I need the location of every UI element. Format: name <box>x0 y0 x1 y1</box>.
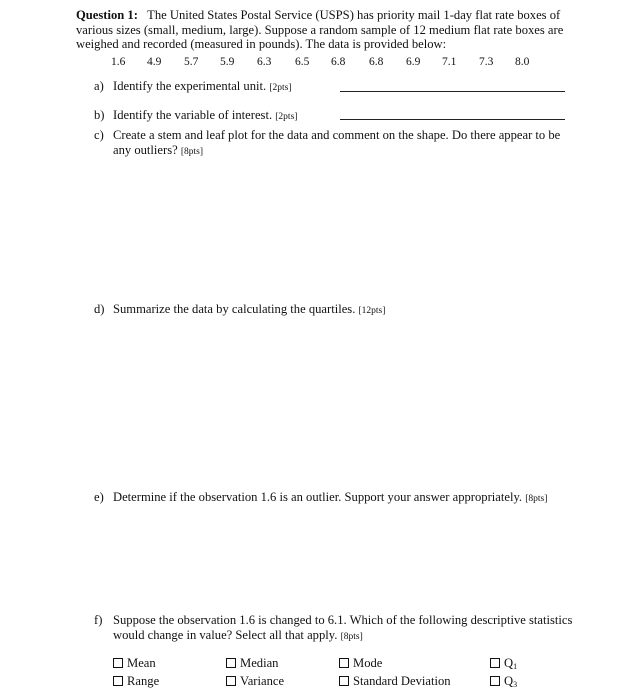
part-a <box>94 79 574 95</box>
data-value: 6.8 <box>331 56 346 68</box>
part-d-points: [12pts] <box>358 306 386 316</box>
part-b-letter: b) <box>94 108 105 122</box>
part-c-text-line2: any outliers? <box>113 142 178 157</box>
part-c-points: [8pts] <box>180 146 204 157</box>
option-range-label: Range <box>127 674 160 688</box>
median-checkbox[interactable] <box>226 658 236 668</box>
data-value: 5.7 <box>184 56 199 68</box>
data-values-row <box>107 56 547 70</box>
data-value: 6.9 <box>406 56 421 68</box>
option-mean-label: Mean <box>127 656 156 670</box>
option-median[interactable] <box>226 656 278 670</box>
part-f <box>94 613 584 645</box>
option-q3[interactable] <box>490 674 517 692</box>
part-b-answer-line[interactable] <box>340 119 565 120</box>
option-mode[interactable] <box>339 656 382 670</box>
data-value: 4.9 <box>147 56 162 68</box>
mode-checkbox[interactable] <box>339 658 349 668</box>
question-intro-text: The United States Postal Service (USPS) has priority mail 1-day flat rate boxes of various sizes (small, medium, large). Suppose a random sample of 12 medium flat rate boxes are weighed and recorded (measured in pounds). The data is provided below: <box>76 8 564 52</box>
part-b-points: [2pts] <box>275 112 298 122</box>
part-a-answer-line[interactable] <box>340 91 565 92</box>
q1-checkbox[interactable] <box>490 658 500 668</box>
part-d-letter: d) <box>94 302 105 316</box>
data-value: 6.8 <box>369 56 384 68</box>
question-intro <box>76 8 568 52</box>
part-a-text: Identify the experimental unit. <box>113 79 267 93</box>
data-value: 7.1 <box>442 56 457 68</box>
data-value: 7.3 <box>479 56 494 68</box>
mean-checkbox[interactable] <box>113 658 123 668</box>
option-standard-deviation[interactable] <box>339 674 451 688</box>
part-f-letter: f) <box>94 613 103 627</box>
part-f-text-line2: would change in value? Select all that apply. <box>113 627 338 642</box>
part-f-points: [8pts] <box>340 631 363 642</box>
part-d-text: Summarize the data by calculating the quartiles. <box>113 302 356 316</box>
part-b-text: Identify the variable of interest. <box>113 108 273 122</box>
option-q1-label: Q <box>504 656 514 670</box>
part-c-text-line1: Create a stem and leaf plot for the data and comment on the shape. Do there appear to be <box>113 128 561 142</box>
part-a-points: [2pts] <box>269 83 292 93</box>
part-e-text: Determine if the observation 1.6 is an outlier. Support your answer appropriately. <box>113 490 523 504</box>
option-standard-deviation-label: Standard Deviation <box>353 674 451 688</box>
data-value: 8.0 <box>515 56 530 68</box>
part-e-letter: e) <box>94 490 104 504</box>
part-a-letter: a) <box>94 79 104 93</box>
part-c <box>94 128 584 160</box>
option-mode-label: Mode <box>353 656 383 670</box>
option-variance-label: Variance <box>240 674 285 688</box>
variance-checkbox[interactable] <box>226 676 236 686</box>
data-value: 6.5 <box>295 56 310 68</box>
part-e-points: [8pts] <box>525 494 548 504</box>
option-q3-subscript: 3 <box>513 680 518 689</box>
part-f-text-line1: Suppose the observation 1.6 is changed to 6.1. Which of the following descriptive statistics <box>113 613 573 627</box>
option-q3-label: Q <box>504 674 514 688</box>
option-q1-subscript: 1 <box>513 662 518 671</box>
q3-checkbox[interactable] <box>490 676 500 686</box>
option-q1[interactable] <box>490 656 517 674</box>
option-mean[interactable] <box>113 656 156 670</box>
data-value: 6.3 <box>257 56 272 68</box>
part-d <box>94 302 574 318</box>
standard-deviation-checkbox[interactable] <box>339 676 349 686</box>
option-variance[interactable] <box>226 674 284 688</box>
part-c-letter: c) <box>94 128 104 142</box>
option-median-label: Median <box>240 656 279 670</box>
part-b <box>94 108 574 124</box>
range-checkbox[interactable] <box>113 676 123 686</box>
option-range[interactable] <box>113 674 159 688</box>
question-label: Question 1: <box>76 8 138 22</box>
data-value: 5.9 <box>220 56 235 68</box>
part-e <box>94 490 574 506</box>
data-value: 1.6 <box>111 56 126 68</box>
